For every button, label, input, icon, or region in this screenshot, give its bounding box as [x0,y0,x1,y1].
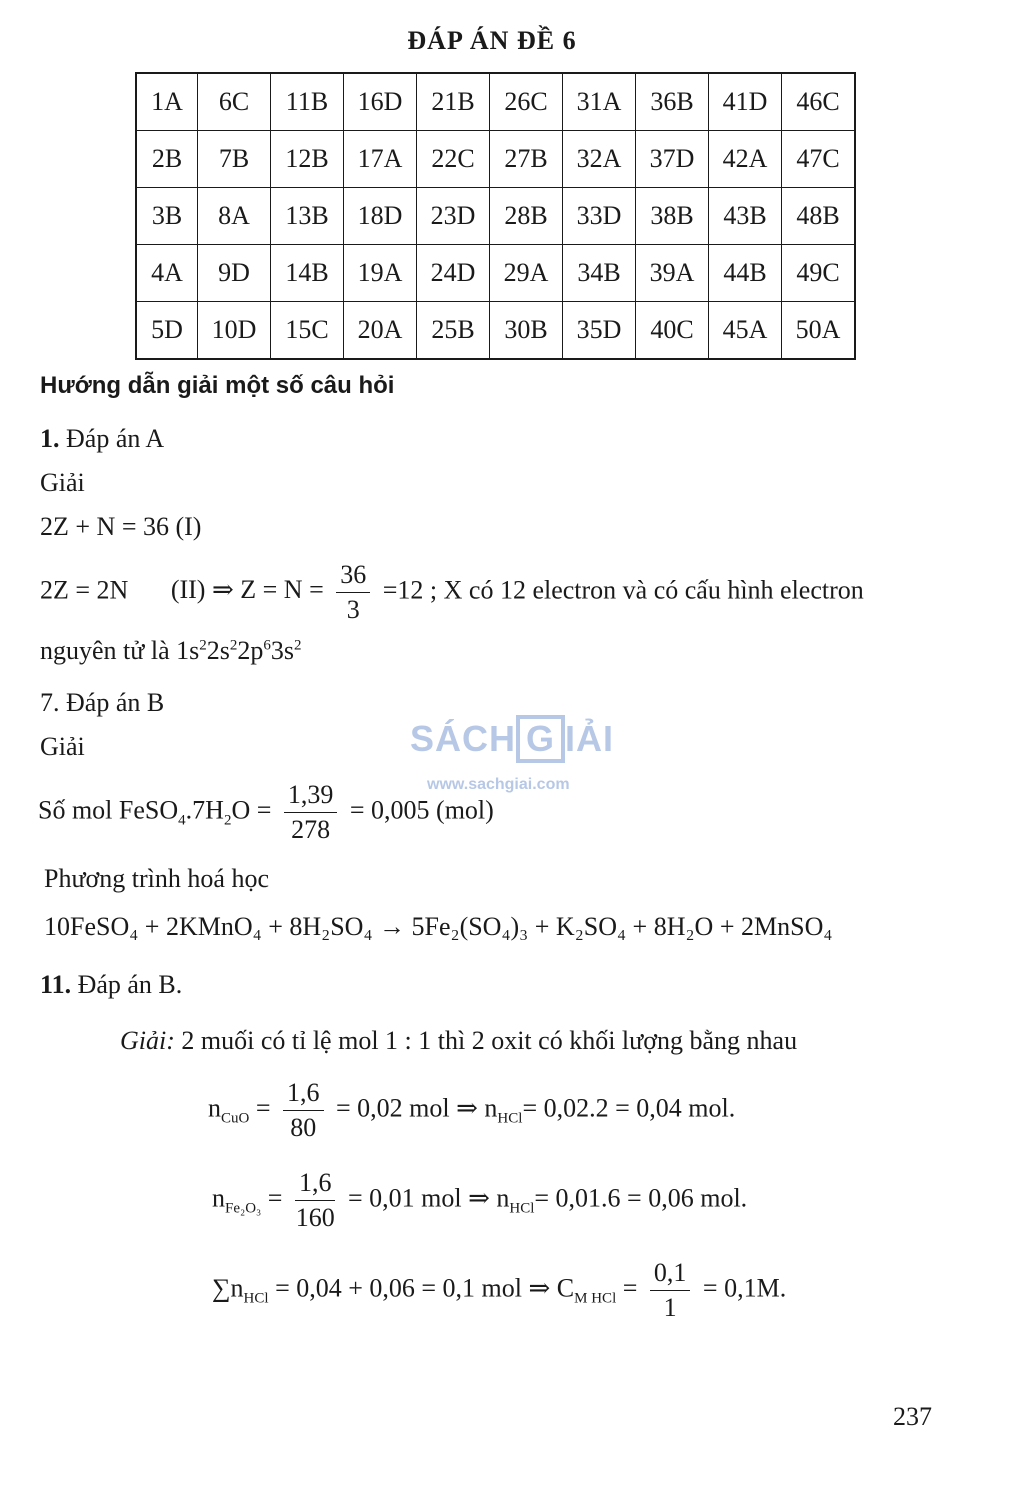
frac-den: 1 [663,1292,677,1322]
q1-fraction [336,560,370,625]
sub: HCl [497,1110,523,1127]
table-cell: 46C [782,73,856,131]
q11-line2-fraction [295,1168,336,1233]
table-row [136,73,855,131]
sub: 2 [223,812,232,829]
q7-mol-result: = 0,005 (mol) [349,795,494,825]
q1-giai: Giải [40,468,85,497]
q1-eq2-mid: (II) ⇒ Z = N = [170,575,324,605]
sub: HCl [243,1290,269,1307]
page-number: 237 [893,1402,932,1431]
table-cell: 26C [490,73,563,131]
table-cell: 25B [417,302,490,360]
table-cell: 39A [636,245,709,302]
q1-eq2-right: =12 ; X có 12 electron và có cấu hình electron [382,575,864,605]
table-cell: 31A [563,73,636,131]
q7-reaction: 10FeSO₄ + 2KMnO₄ + 8H₂SO₄ → 5Fe₂(SO₄)₃ + K₂SO₄ + 8H₂O + 2MnSO₄ [44,912,833,941]
table-cell: 42A [709,131,782,188]
table-cell: 14B [271,245,344,302]
lhs: n [208,1093,221,1123]
table-row [136,245,855,302]
table-cell: 32A [563,131,636,188]
q1-config [40,636,302,666]
q7-frac-num: 1,39 [284,780,338,813]
table-cell: 27B [490,131,563,188]
q1-eq2-left: 2Z = 2N [40,575,129,605]
frac-num: 1,6 [295,1168,336,1201]
watermark-logo [410,715,614,763]
watermark-url: www.sachgiai.com [427,776,570,793]
table-cell: 24D [417,245,490,302]
table-cell: 11B [271,73,344,131]
q11-line1: $n_{CuO}$ = $\frac{1,6}{80}$ = 0,02 mol ⇒ $n_{HCl}= 0,02.2 = 0,04$ mol. [208,1078,736,1142]
table-cell: 29A [490,245,563,302]
sup: 6 [263,637,271,654]
q11-line3-fraction [650,1258,691,1323]
q11-giai-label: Giải: [120,1026,175,1055]
q7-pt-label: Phương trình hoá học [44,864,269,893]
q11-line1-fraction [283,1078,324,1143]
table-cell: 12B [271,131,344,188]
table-cell: 19A [344,245,417,302]
rhs: = 0,1M. [702,1273,787,1303]
rhs: = 0,01.6 = 0,06 mol. [534,1183,748,1213]
sub: Fe₂O₃ [225,1200,262,1217]
mid: = 0,01 mol ⇒ n [347,1183,510,1213]
table-cell: 17A [344,131,417,188]
table-row [136,188,855,245]
q7-fraction [284,780,338,845]
sup: 2 [199,637,207,654]
lhs: ∑n [212,1273,244,1303]
q7-frac-den: 278 [291,814,331,844]
table-cell: 4A [136,245,198,302]
table-cell: 50A [782,302,856,360]
mid: = 0,02 mol ⇒ n [336,1093,498,1123]
table-cell: 33D [563,188,636,245]
q7-giai: Giải [40,732,85,761]
sub: M HCl [574,1290,617,1307]
q11-number: 11. [40,970,72,999]
sub: HCl [509,1200,535,1217]
table-cell: 10D [198,302,271,360]
q11-heading [40,970,182,1000]
table-cell: 44B [709,245,782,302]
table-cell: 34B [563,245,636,302]
q1-answer: Đáp án A [66,424,165,453]
table-cell: 30B [490,302,563,360]
table-cell: 8A [198,188,271,245]
q11-line2: $n_{Fe_2O_3}$ = $\frac{1,6}{160}$ = 0,01 mol ⇒ $n_{HCl}= 0,01.6 = 0,06$ mol. [212,1168,748,1232]
table-cell: 5D [136,302,198,360]
answer-table [135,72,856,360]
sup: 2 [229,637,238,654]
table-cell: 18D [344,188,417,245]
table-cell: 40C [636,302,709,360]
table-cell: 36B [636,73,709,131]
watermark-box: G [516,715,565,763]
watermark-text-left: SÁCH [410,718,517,759]
q11-giai [120,1026,797,1056]
q11-line3: $\sum n_{HCl} = 0,04 + 0,06 = 0,1$ mol ⇒ $C_{M HCl}$ = $\frac{0,1}{1}$ = 0,1M. [212,1258,787,1322]
table-cell: 7B [198,131,271,188]
sup: 2 [294,637,302,654]
q1-eq2 [40,560,864,625]
q11-answer: Đáp án B. [77,970,183,999]
q1-config-prefix: nguyên tử là 1s [40,636,200,665]
sub: CuO [221,1110,250,1127]
table-cell: 13B [271,188,344,245]
orbital: 2s [206,636,230,665]
sub: 4 [178,812,186,829]
orbital: 2p [237,636,264,665]
rhs: = 0,02.2 = 0,04 mol. [522,1093,736,1123]
q7-heading: 7. Đáp án B [40,688,165,717]
table-cell: 22C [417,131,490,188]
q7-mol-prefix: Số mol FeSO [38,795,179,825]
table-cell: 23D [417,188,490,245]
q1-number: 1. [40,424,60,453]
frac-den: 160 [295,1202,335,1232]
table-cell: 35D [563,302,636,360]
table-cell: 45A [709,302,782,360]
table-cell: 43B [709,188,782,245]
table-row [136,131,855,188]
table-cell: 38B [636,188,709,245]
frac-num: 0,1 [650,1258,691,1291]
q1-frac-den: 3 [346,594,360,624]
table-cell: 48B [782,188,856,245]
table-cell: 20A [344,302,417,360]
table-cell: 49C [782,245,856,302]
table-cell: 41D [709,73,782,131]
frac-den: 80 [290,1112,317,1142]
table-cell: 1A [136,73,198,131]
table-cell: 15C [271,302,344,360]
table-cell: 9D [198,245,271,302]
table-cell: 3B [136,188,198,245]
orbital: 3s [270,636,294,665]
table-cell: 47C [782,131,856,188]
frac-num: 1,6 [283,1078,324,1111]
q1-heading [40,424,164,454]
q1-eq1: 2Z + N = 36 (I) [40,512,202,541]
table-cell: 37D [636,131,709,188]
table-cell: 2B [136,131,198,188]
page-title: ĐÁP ÁN ĐỀ 6 [407,26,577,55]
table-cell: 6C [198,73,271,131]
q7-mol-end: O = [231,795,272,825]
lhs: n [212,1183,225,1213]
q7-mol-mid: .7H [185,795,224,825]
table-cell: 16D [344,73,417,131]
q1-frac-num: 36 [336,560,370,593]
watermark-text-right: IẢI [565,718,615,759]
table-cell: 28B [490,188,563,245]
table-cell: 21B [417,73,490,131]
q11-giai-text: 2 muối có tỉ lệ mol 1 : 1 thì 2 oxit có khối lượng bằng nhau [181,1026,798,1055]
table-row [136,302,855,360]
mid: = 0,04 + 0,06 = 0,1 mol ⇒ C [275,1273,575,1303]
section-heading: Hướng dẫn giải một số câu hỏi [40,372,395,399]
q7-mol-line [38,780,494,845]
